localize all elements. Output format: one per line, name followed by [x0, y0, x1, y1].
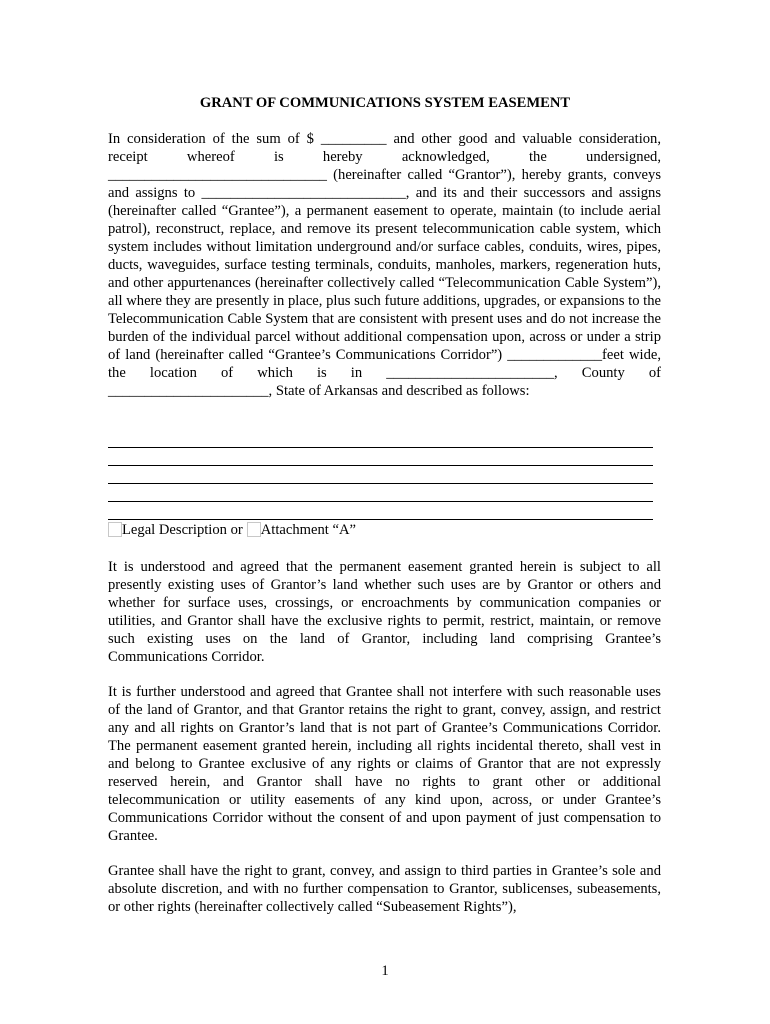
- document-title: GRANT OF COMMUNICATIONS SYSTEM EASEMENT: [199, 95, 571, 111]
- description-blank-line-1[interactable]: [108, 447, 653, 448]
- attachment-a-label: Attachment “A”: [260, 522, 356, 538]
- description-blank-line-2[interactable]: [108, 465, 653, 466]
- legal-description-checkbox[interactable]: [108, 522, 122, 537]
- description-blank-line-5[interactable]: [108, 519, 653, 520]
- legal-description-label: Legal Description or: [122, 522, 243, 538]
- consideration-paragraph: In consideration of the sum of $ _________ and other good and valuable consideration, receipt whereof is hereby acknowledged, the undersigned, ______________________________ (hereinafter called “Grantor”), hereby grants, conveys and assigns to ____________________________, and its and their successors and assigns (hereinafter called “Grantee”), a permanent easement to operate, maintain (to include aerial patrol), reconstruct, replace, and remove its present telecommunication cable system, which system includes without limitation underground and/or surface cables, conduits, wires, pipes, ducts, waveguides, surface testing terminals, conduits, manholes, markers, regeneration huts, and other appurtenances (hereinafter collectively called “Telecommunication Cable System”), all where they are presently in place, plus such future additions, upgrades, or expansions to the Telecommunication Cable System that are consistent with present uses and do not increase the burden of the individual parcel without additional compensation upon, across or under a strip of land (hereinafter called “Grantee’s Communications Corridor”) _____________feet wide, the location of which is in _______________________, County of ______________________, State of Arkansas and described as follows:: [108, 131, 661, 399]
- existing-uses-paragraph: It is understood and agreed that the permanent easement granted herein is subject to all presently existing uses of Grantor’s land whether such uses are by Grantor or others and whether for surface uses, crossings, or encroachments by communication companies or utilities, and Grantor shall have the exclusive rights to permit, restrict, maintain, or remove such existing uses on the land of Grantor, including land comprising Grantee’s Communications Corridor.: [108, 559, 661, 665]
- page-number: 1: [381, 963, 389, 979]
- attachment-a-checkbox[interactable]: [247, 522, 261, 537]
- subeasement-rights-paragraph: Grantee shall have the right to grant, convey, and assign to third parties in Grantee’s sole and absolute discretion, and with no further compensation to Grantor, sublicenses, subeasements, or other rights (hereinafter collectively called “Subeasement Rights”),: [108, 863, 661, 915]
- reasonable-uses-paragraph: It is further understood and agreed that Grantee shall not interfere with such reasonable uses of the land of Grantor, and that Grantor retains the right to grant, convey, assign, and restrict any and all rights on Grantor’s land that is not part of Grantee’s Communications Corridor. The permanent easement granted herein, including all rights incidental thereto, shall vest in and belong to Grantee exclusive of any rights or claims of Grantor that are not expressly reserved herein, and Grantor shall have no rights to grant other or additional telecommunication or utility easements of any kind upon, across, or under Grantee’s Communications Corridor without the consent of and upon payment of just compensation to Grantee.: [108, 684, 661, 844]
- description-blank-line-4[interactable]: [108, 501, 653, 502]
- description-blank-line-3[interactable]: [108, 483, 653, 484]
- description-options-row: [108, 521, 356, 539]
